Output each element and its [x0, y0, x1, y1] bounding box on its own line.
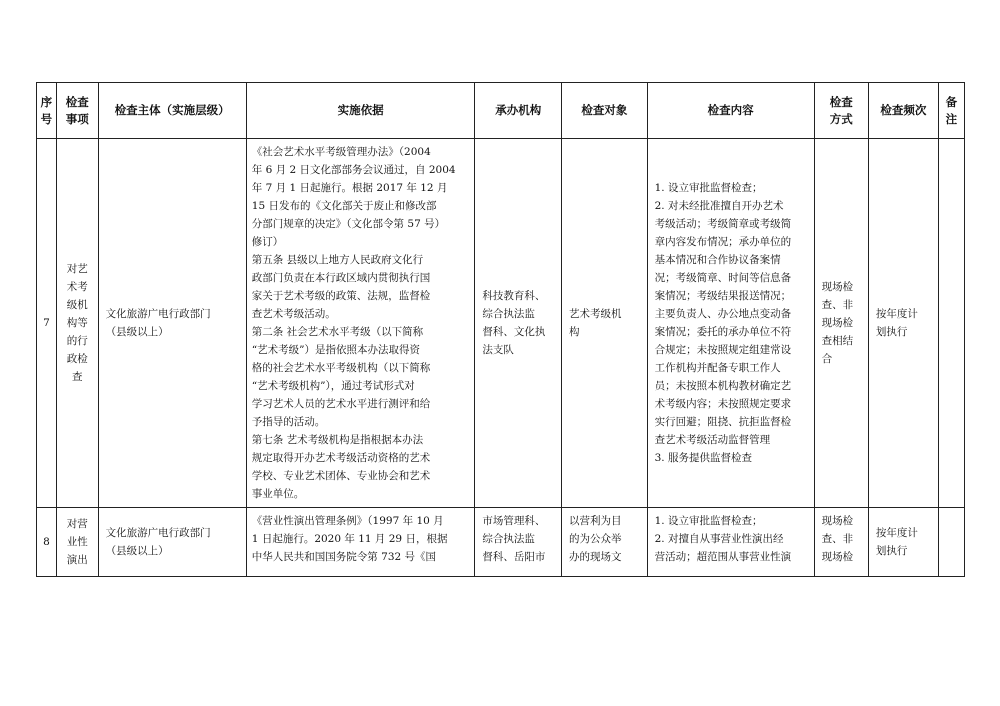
header-row: [37, 83, 965, 139]
header-subject: 检查主体（实施层级）: [98, 83, 246, 139]
frequency-cell: 按年度计 划执行: [868, 139, 938, 508]
object-cell: 艺术考级机 构: [562, 139, 648, 508]
subject-cell: 文化旅游广电行政部门 （县级以上）: [98, 508, 246, 577]
table-row: [37, 139, 965, 508]
item-cell: 对艺 术考 级机 构等 的行 政检 查: [56, 139, 98, 508]
basis-cell: 《营业性演出管理条例》（1997 年 10 月 1 日起施行。2020 年 11 月 29 日，根据 中华人民共和国国务院令第 732 号《国: [246, 508, 475, 577]
org-cell: 市场管理科、 综合执法监 督科、岳阳市: [475, 508, 562, 577]
item-cell: 对营 业性 演出: [56, 508, 98, 577]
inspection-table: [36, 82, 965, 577]
header-method: 检查 方式: [814, 83, 868, 139]
org-cell: 科技教育科、 综合执法监 督科、文化执 法支队: [475, 139, 562, 508]
header-org: 承办机构: [475, 83, 562, 139]
method-cell: 现场检 查、非 现场检: [814, 508, 868, 577]
frequency-cell: 按年度计 划执行: [868, 508, 938, 577]
header-item: 检查 事项: [56, 83, 98, 139]
content-cell: 1. 设立审批监督检查； 2. 对擅自从事营业性演出经 营活动；超范围从事营业性演: [647, 508, 814, 577]
header-basis: 实施依据: [246, 83, 475, 139]
seq-cell: 7: [37, 139, 57, 508]
note-cell: [938, 139, 964, 508]
header-object: 检查对象: [562, 83, 648, 139]
table-row: [37, 508, 965, 577]
object-cell: 以营利为目 的为公众举 办的现场文: [562, 508, 648, 577]
basis-cell: 《社会艺术水平考级管理办法》（2004 年 6 月 2 日文化部部务会议通过，自 2004 年 7 月 1 日起施行。根据 2017 年 12 月 15 日发布的《文化部关于废止和修改部 分部门规章的决定》（文化部令第 57 号） 修订） 第五条 县级以上地方人民政府文化行 政部门负责在本行政区域内贯彻执行国 家关于艺术考级的政策、法规，监督检 查艺术考级活动。 第二条 社会艺术水平考级（以下简称 “艺术考级”）是指依照本办法取得资 格的社会艺术水平考级机构（以下简称 “艺术考级机构”），通过考试形式对 学习艺术人员的艺术水平进行测评和给 予指导的活动。 第七条 艺术考级机构是指根据本办法 规定取得开办艺术考级活动资格的艺术 学校、专业艺术团体、专业协会和艺术 事业单位。: [246, 139, 475, 508]
header-note: 备 注: [938, 83, 964, 139]
header-content: 检查内容: [647, 83, 814, 139]
seq-cell: 8: [37, 508, 57, 577]
method-cell: 现场检 查、非 现场检 查相结 合: [814, 139, 868, 508]
note-cell: [938, 508, 964, 577]
header-seq: 序 号: [37, 83, 57, 139]
content-cell: 1. 设立审批监督检查； 2. 对未经批准擅自开办艺术 考级活动；考级简章或考级简 章内容发布情况；承办单位的 基本情况和合作协议备案情 况；考级简章、时间等信息备 案情况；考级结果报送情况； 主要负责人、办公地点变动备 案情况；委托的承办单位不符 合规定；未按照规定组建常设 工作机构并配备专职工作人 员；未按照本机构教材确定艺 术考级内容；未按照规定要求 实行回避；阻挠、抗拒监督检 查艺术考级活动监督管理 3. 服务提供监督检查: [647, 139, 814, 508]
header-frequency: 检查频次: [868, 83, 938, 139]
subject-cell: 文化旅游广电行政部门 （县级以上）: [98, 139, 246, 508]
